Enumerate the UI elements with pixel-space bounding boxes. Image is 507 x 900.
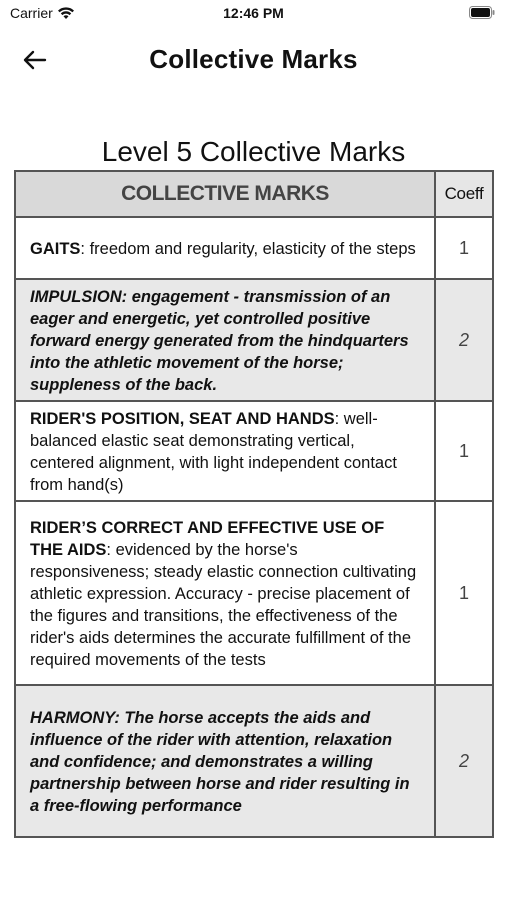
table-row [15,685,493,837]
page-title: Collective Marks [149,44,358,74]
row-description: : well-balanced elastic seat demonstrating vertical, centered alignment, with light independent contact from hand(s) [30,410,397,494]
header-collective-marks: COLLECTIVE MARKS [15,171,435,217]
row-coeff: 1 [435,217,493,279]
collective-marks-table [14,170,494,838]
row-impulsion-text [15,279,435,401]
row-gaits-text [15,217,435,279]
row-rider-aids-text [15,501,435,685]
row-term: RIDER'S POSITION, SEAT AND HANDS [30,410,335,428]
row-coeff: 2 [435,279,493,401]
navigation-bar [0,30,507,90]
row-harmony-text [15,685,435,837]
carrier-label: Carrier [10,5,53,21]
status-bar [0,0,507,30]
battery-icon [469,6,495,19]
row-description: : evidenced by the horse's responsiveness; steady elastic connection cultivating athletic expression. Accuracy - precise placement of the figures and transitions, the effectiveness of the rider's aids determines the accurate fulfillment of the required movements of the tests [30,541,417,669]
table-row [15,501,493,685]
row-coeff: 2 [435,685,493,837]
table-row [15,217,493,279]
table-row [15,279,493,401]
document-title: Level 5 Collective Marks [101,136,406,167]
row-term: IMPULSION: engagement - transmission of an eager and energetic, yet controlled positive forward energy generated from the hindquarters into the athletic movement of the horse; suppleness of the back. [30,288,409,394]
row-description: : freedom and regularity, elasticity of the steps [80,240,416,258]
row-rider-position-text [15,401,435,501]
row-term: RIDER’S CORRECT AND EFFECTIVE USE OF THE AIDS [30,519,385,559]
header-coeff: Coeff [435,171,493,217]
status-time: 12:46 PM [223,5,284,21]
table-row [15,401,493,501]
row-term: GAITS [30,240,81,258]
table-header-row [15,171,493,217]
row-coeff: 1 [435,401,493,501]
row-term: HARMONY: The horse accepts the aids and influence of the rider with attention, relaxation and confidence; and demonstrates a willing partnership between horse and rider resulting in a free-flowing performance [30,709,410,815]
row-coeff: 1 [435,501,493,685]
